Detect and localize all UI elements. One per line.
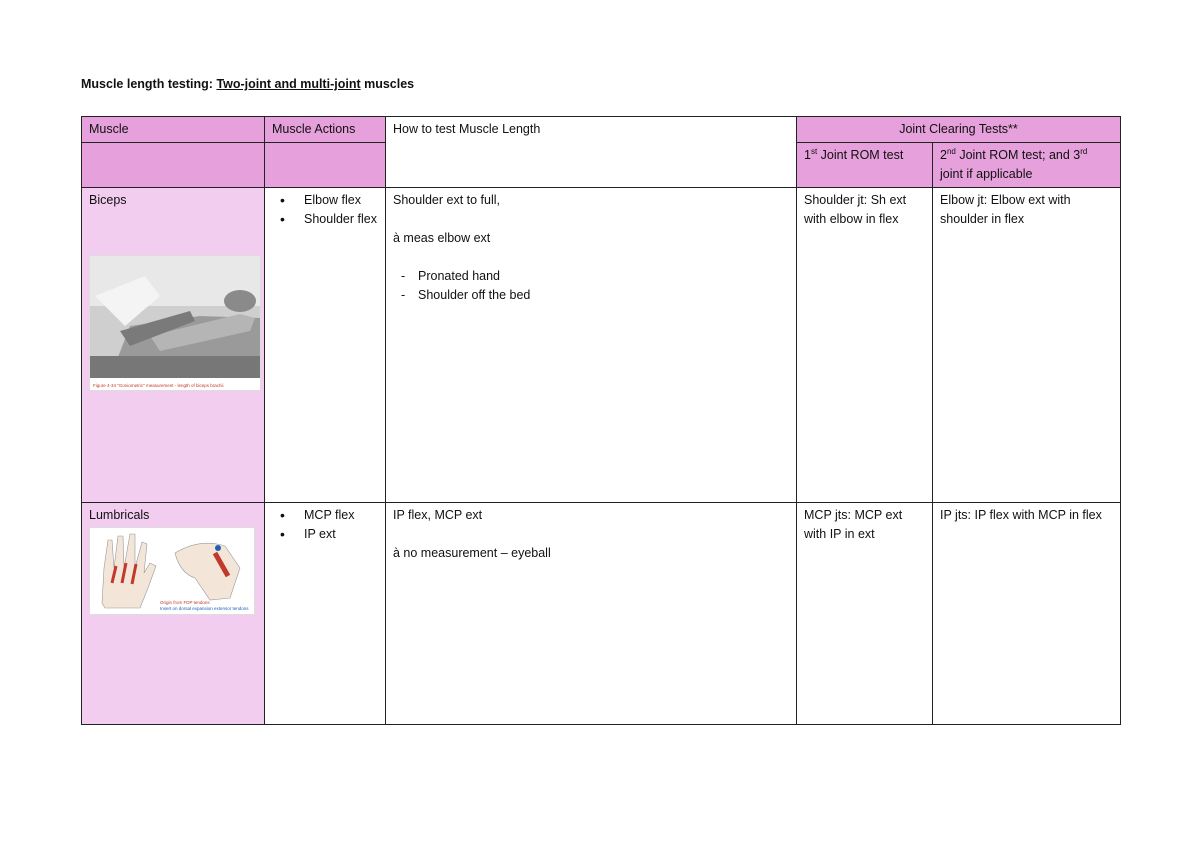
list-item: - Shoulder off the bed (401, 286, 789, 305)
svg-text:Figure 4-34 "Goniometric" meas: Figure 4-34 "Goniometric" measurement - length of biceps brachii (93, 383, 224, 388)
list-item: - Pronated hand (401, 267, 789, 286)
muscle-table (81, 116, 1121, 725)
svg-text:Origin from FDP tendons: Origin from FDP tendons (160, 600, 210, 605)
muscle-name-lumbricals: Lumbricals Origin from FDP tendons Insert on dorsal expansion extensor tendons (82, 503, 265, 725)
header-muscle: Muscle (82, 117, 265, 143)
header-blank-2 (265, 143, 386, 188)
muscle-actions-lumbricals (265, 503, 386, 725)
table-row (82, 503, 1121, 725)
list-item: • IP ext (290, 525, 378, 544)
list-item: • MCP flex (290, 506, 378, 525)
first-joint-lumbricals: MCP jts: MCP ext with IP in ext (797, 503, 933, 725)
lumbricals-figure (89, 527, 255, 615)
title-underlined: Two-joint and multi-joint (216, 77, 361, 91)
svg-text:Insert on dorsal expansion ext: Insert on dorsal expansion extensor tendons (160, 606, 249, 611)
biceps-photo-icon (90, 256, 260, 390)
page-title: Muscle length testing: Two-joint and multi-joint muscles (81, 77, 415, 91)
how-to-test-lumbricals: IP flex, MCP ext à no measurement – eyeball (386, 503, 797, 725)
header-second-joint: 2nd Joint ROM test; and 3rd joint if applicable (933, 143, 1121, 188)
header-muscle-actions: Muscle Actions (265, 117, 386, 143)
list-item: • Shoulder flex (290, 210, 378, 229)
hand-anatomy-icon (90, 528, 254, 614)
header-blank-1 (82, 143, 265, 188)
table-row (82, 188, 1121, 503)
biceps-figure (89, 255, 261, 391)
header-how-to-test: How to test Muscle Length (386, 117, 797, 188)
header-joint-clearing: Joint Clearing Tests** (797, 117, 1121, 143)
how-to-test-biceps: Shoulder ext to full, à meas elbow ext - Pronated hand - Shoulder off the bed (386, 188, 797, 503)
header-first-joint: 1st Joint ROM test (797, 143, 933, 188)
list-item: • Elbow flex (290, 191, 378, 210)
second-joint-biceps: Elbow jt: Elbow ext with shoulder in flex (933, 188, 1121, 503)
second-joint-lumbricals: IP jts: IP flex with MCP in flex (933, 503, 1121, 725)
first-joint-biceps: Shoulder jt: Sh ext with elbow in flex (797, 188, 933, 503)
muscle-name-biceps: Biceps Figure 4-34 "Goniometric" measurement - length of biceps brachii (82, 188, 265, 503)
muscle-actions-biceps (265, 188, 386, 503)
